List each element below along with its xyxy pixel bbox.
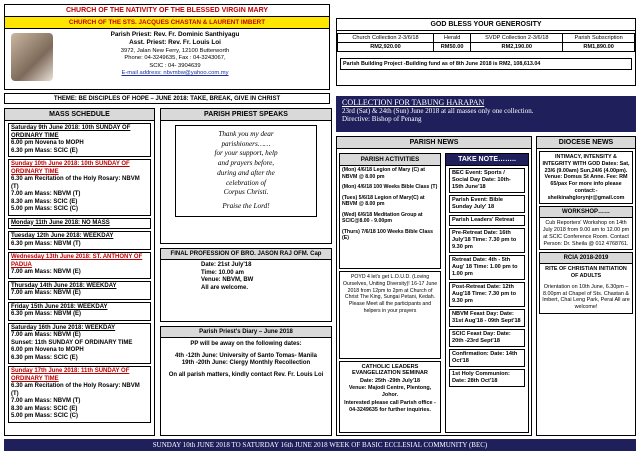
diary-l3: 19th -20th June: Clergy Monthly Recollection <box>181 360 311 366</box>
parish-news <box>336 136 532 436</box>
collection-header: SVDP Collection 2-3/6/18 <box>471 34 563 43</box>
rcia-orientation: Orientation on 10th June, 6.30pm – 8.00pm at Chapel of Sts. Chastan & Imbert, Chai Leng Park, Perai All are welcome! <box>542 283 630 310</box>
message-line: for your support, help <box>214 149 278 158</box>
take-note-item: 1st Holy Communion: Date: 28th Oct'18 <box>449 369 525 387</box>
mass-day <box>8 366 151 423</box>
mass-day-heading: Sunday 10th June 2018: 10th SUNDAY OF ORDINARY TIME <box>11 161 130 175</box>
mass-line: Sunset: 11th SUNDAY OF ORDINARY TIME <box>11 339 133 346</box>
collection-header: Parish Subscription <box>563 34 635 43</box>
profession-date: Date: 21st July'18 <box>201 262 252 268</box>
take-note-item: SCIC Feast Day: Date: 20th -23rd Sept'18 <box>449 329 525 347</box>
priest-speaks <box>160 108 332 244</box>
activity-item: (Wed) 6/6/18 Meditation Group at SCIC@8.00 - 9.00pm <box>342 211 423 224</box>
mass-line: 5.00 pm Mass: SCIC (C) <box>11 206 79 212</box>
parish-priest: Parish Priest: Rev. Fr. Dominic Santhiyagu <box>110 31 240 38</box>
mass-schedule-title: MASS SCHEDULE <box>5 109 154 121</box>
seminar-note: Interested please call Parish office - 04-3249635 for further inquiries. <box>344 400 436 413</box>
church2-name: CHURCH OF THE STS. JACQUES CHASTAN & LAURENT IMBERT <box>5 17 329 29</box>
seminar-box <box>339 361 441 433</box>
phone: Phone: 04-3249635, Fax : 04-3243067, <box>124 55 226 62</box>
take-note-item: Parish Event: Bible Sunday July' 18 <box>449 195 525 213</box>
diary-title: Parish Priest's Diary – June 2018 <box>161 327 331 338</box>
seminar-date: Date: 25th -29th July'18 <box>360 378 420 384</box>
take-note-item: Post-Retreat Date: 12th Aug'18 Time: 7.30 pm to 9.30 pm <box>449 282 525 307</box>
take-note-item: Parish Leaders' Retreat <box>449 215 525 226</box>
collection-header: Church Collection 2-3/6/18 <box>338 34 434 43</box>
scic-phone: SCIC : 04- 3904639 <box>149 62 201 69</box>
theme-banner: THEME: BE DISCIPLES OF HOPE – JUNE 2018: TAKE, BREAK, GIVE IN CHRIST <box>4 93 330 104</box>
take-note-item: Confirmation: Date: 14th Oct'18 <box>449 349 525 367</box>
message-line: Praise the Lord! <box>222 202 270 211</box>
mass-day-heading: Saturday 16th June 2018: WEEKDAY <box>11 324 116 331</box>
take-note-item: NBVM Feast Day: Date: 31st Aug'18 - 09th Sept'18 <box>449 309 525 327</box>
profession-time: Time: 10.00 am <box>201 269 244 276</box>
message-line: parishioners…… <box>221 139 271 148</box>
activities-box <box>339 153 441 269</box>
diary-l4: On all parish matters, kindly contact Rev. Fr. Louis Loi <box>168 371 324 378</box>
mass-day <box>8 281 151 300</box>
message-line: and prayers before, <box>217 159 275 168</box>
mass-day-heading: Sunday 17th June 2018: 11th SUNDAY OF ORDINARY TIME <box>11 368 130 382</box>
diary-box <box>160 326 332 436</box>
mass-day-heading: Monday 11th June 2018: NO MASS <box>11 219 110 226</box>
rcia-title: RCIA 2018-2019 <box>540 253 632 264</box>
mass-day-heading: Tuesday 12th June 2018: WEEKDAY <box>11 233 114 239</box>
profession-all: All are welcome. <box>201 284 249 291</box>
diocese-title: DIOCESE NEWS <box>537 137 635 149</box>
footer-banner: SUNDAY 10th JUNE 2018 TO SATURDAY 16th JUNE 2018 WEEK OF BASIC ECCLESIAL COMMUNITY (BEC) <box>4 439 636 451</box>
mass-line: 6.30 pm Mass: SCIC (E) <box>11 354 78 361</box>
mass-line: 8.30 am Mass: SCIC (E) <box>11 405 78 412</box>
activity-item: (Mon) 4/6/18 Legion of Mary (C) at NBVM @ 8.00 pm <box>342 167 426 180</box>
collection-title: COLLECTION FOR TABUNG HARAPAN <box>342 98 485 107</box>
address: 3972, Jalan New Ferry, 12100 Butterworth <box>120 47 230 54</box>
seminar-title: CATHOLIC LEADERS EVANGELIZATION SEMINAR <box>352 364 428 376</box>
activity-item: (Mon) 4/6/18 100 Weeks Bible Class (T) <box>342 184 438 190</box>
mass-line: 6.30 pm Mass: NBVM (T) <box>11 240 81 247</box>
activity-item: (Tues) 5/6/18 Legion of Mary(C) at NBVM @ 8.00 pm <box>342 194 425 207</box>
mass-line: 6.30 pm Mass: NBVM (E) <box>11 311 82 317</box>
diary-l2: 4th -12th June: University of Santo Tomas- Manila <box>175 352 317 359</box>
activities-title: PARISH ACTIVITIES <box>340 154 440 166</box>
email-link[interactable]: E-mail address: nbvmbw@yahoo.com.my <box>121 70 229 77</box>
rcia-box <box>539 252 633 314</box>
collection-line2: Directive: Bishop of Penang <box>342 115 422 123</box>
asst-priest: Asst. Priest: Rev. Fr. Louis Loi <box>129 39 221 47</box>
mass-line: 7.00 am Mass: NBVM (E) <box>11 290 81 296</box>
mass-day-heading: Saturday 9th June 2018: 10th SUNDAY OF ORDINARY TIME <box>11 125 131 139</box>
mass-day <box>8 159 151 216</box>
mass-line: 7.00 am Mass: NBVM (E) <box>11 332 81 338</box>
mass-line: 6.00 pm Novena to MOPH <box>11 347 84 353</box>
workshop-title: WORKSHOP…… <box>540 207 632 218</box>
mass-day-heading: Wednesday 13th June 2018: ST. ANTHONY OF PADUA <box>11 254 143 268</box>
parish-news-title: PARISH NEWS <box>337 137 531 149</box>
collection-line1: 23rd (Sat) & 24th (Sun) June 2018 at all masses only one collection. <box>342 107 534 115</box>
mass-line: 8.30 am Mass: SCIC (E) <box>11 198 78 205</box>
mass-line: 6.00 pm Novena to MOPH <box>11 140 84 146</box>
take-note-item: BEC Event: Sports / Social Day Date: 10th-15th June'18 <box>449 168 525 193</box>
workshop-text: Cub Reporters' Workshop on 14th July 2018 from 9.00 am to 12.00 pm at SCIC Conference Room. Contact Person: Dr. Sheila @ 012 4768761. <box>542 220 630 247</box>
collection-banner <box>336 96 636 132</box>
mass-day-heading: Thursday 14th June 2018: WEEKDAY <box>11 282 117 289</box>
mass-day <box>8 218 151 230</box>
profession-title: FINAL PROFESSION OF BRO. JASON RAJ OFM. Cap <box>161 249 331 260</box>
seminar-venue: Venue: Majodi Centre, Plentong, Johor. <box>348 384 432 398</box>
workshop-box <box>539 206 633 250</box>
take-note-title: TAKE NOTE…….. <box>446 154 528 166</box>
diocese-box1: INTIMACY, INTENSITY & INTEGRITY WITH GOD Dates: Sat, 23/6 (9.00am) Sun,24/6 (4.00pm). Venue: Domus St Anne. Fee: RM 65/pax For more info please contact:- sheikinahglorynjr@gmail.com <box>539 151 633 204</box>
building-fund: Parish Building Project -Building fund as of 8th June 2018 is RM2, 108,613.04 <box>340 58 632 70</box>
diary-l1: PP will be away on the following dates: <box>190 341 302 347</box>
mass-day-heading: Friday 15th June 2018: WEEKDAY <box>11 303 108 310</box>
activity-item: (Thurs) 7/6/18 100 Weeks Bible Class (E) <box>342 228 434 241</box>
parish-header <box>4 4 330 90</box>
message-line: celebration of <box>225 178 267 187</box>
profession-box <box>160 248 332 322</box>
take-note-item: Pre-Retreat Date: 16th July'18 Time: 7.30 pm to 9.30 pm <box>449 228 525 253</box>
poyd-box: POYD 4 let's get L.O.U.D. (Loving Ourselves, Uniting Diversity)! 16-17 June 2018 from 12pm to 2pm at Church of Christ The King, Sungai Petani, Kedah. Please Meet all the participants and helpers in your prayers <box>339 271 441 359</box>
collection-value: RM1,890.00 <box>563 43 635 52</box>
collection-value: RM2,920.00 <box>338 43 434 52</box>
generosity-box <box>336 18 636 86</box>
mass-day <box>8 302 151 321</box>
take-note-item: Retreat Date: 4th - 5th Aug' 18 Time: 1.00 pm to 1.00 pm <box>449 255 525 280</box>
mass-line: 5.00 pm Mass: SCIC (C) <box>11 413 79 419</box>
mass-line: 7.00 am Mass: NBVM (E) <box>11 269 81 275</box>
message-line: Thank you my dear <box>218 130 274 138</box>
mass-day <box>8 123 151 157</box>
mass-line: 7.00 am Mass: NBVM (T) <box>11 398 81 404</box>
priest-speaks-title: PARISH PRIEST SPEAKS <box>161 109 331 121</box>
profession-venue: Venue: NBVM, BW <box>201 277 254 283</box>
collection-value: RM50.00 <box>433 43 470 52</box>
collection-value: RM2,190.00 <box>471 43 563 52</box>
mass-day <box>8 231 151 250</box>
rcia-text: RITE OF CHRISTIAN INITIATION OF ADULTS <box>545 266 627 279</box>
parish-name: CHURCH OF THE NATIVITY OF THE BLESSED VIRGIN MARY <box>5 5 329 17</box>
mass-day <box>8 323 151 365</box>
mass-day <box>8 252 151 279</box>
mass-line: 6.30 am Recitation of the Holy Rosary: NBVM (T) <box>11 176 140 190</box>
take-note <box>445 153 529 433</box>
priest-message <box>175 125 317 217</box>
message-line: during and after the <box>217 168 275 177</box>
mass-line: 6.30 am Recitation of the Holy Rosary: NBVM (T) <box>11 383 140 397</box>
madonna-image <box>11 33 53 81</box>
mass-schedule <box>4 108 155 436</box>
collection-table <box>337 33 635 52</box>
message-line: Corpus Christi. <box>223 188 269 197</box>
mass-line: 6.30 pm Mass: SCIC (E) <box>11 147 78 154</box>
collection-header: Herald <box>433 34 470 43</box>
generosity-title: GOD BLESS YOUR GENEROSITY <box>337 19 635 31</box>
diocese-news <box>536 136 636 436</box>
mass-line: 7.00 am Mass: NBVM (T) <box>11 191 81 197</box>
